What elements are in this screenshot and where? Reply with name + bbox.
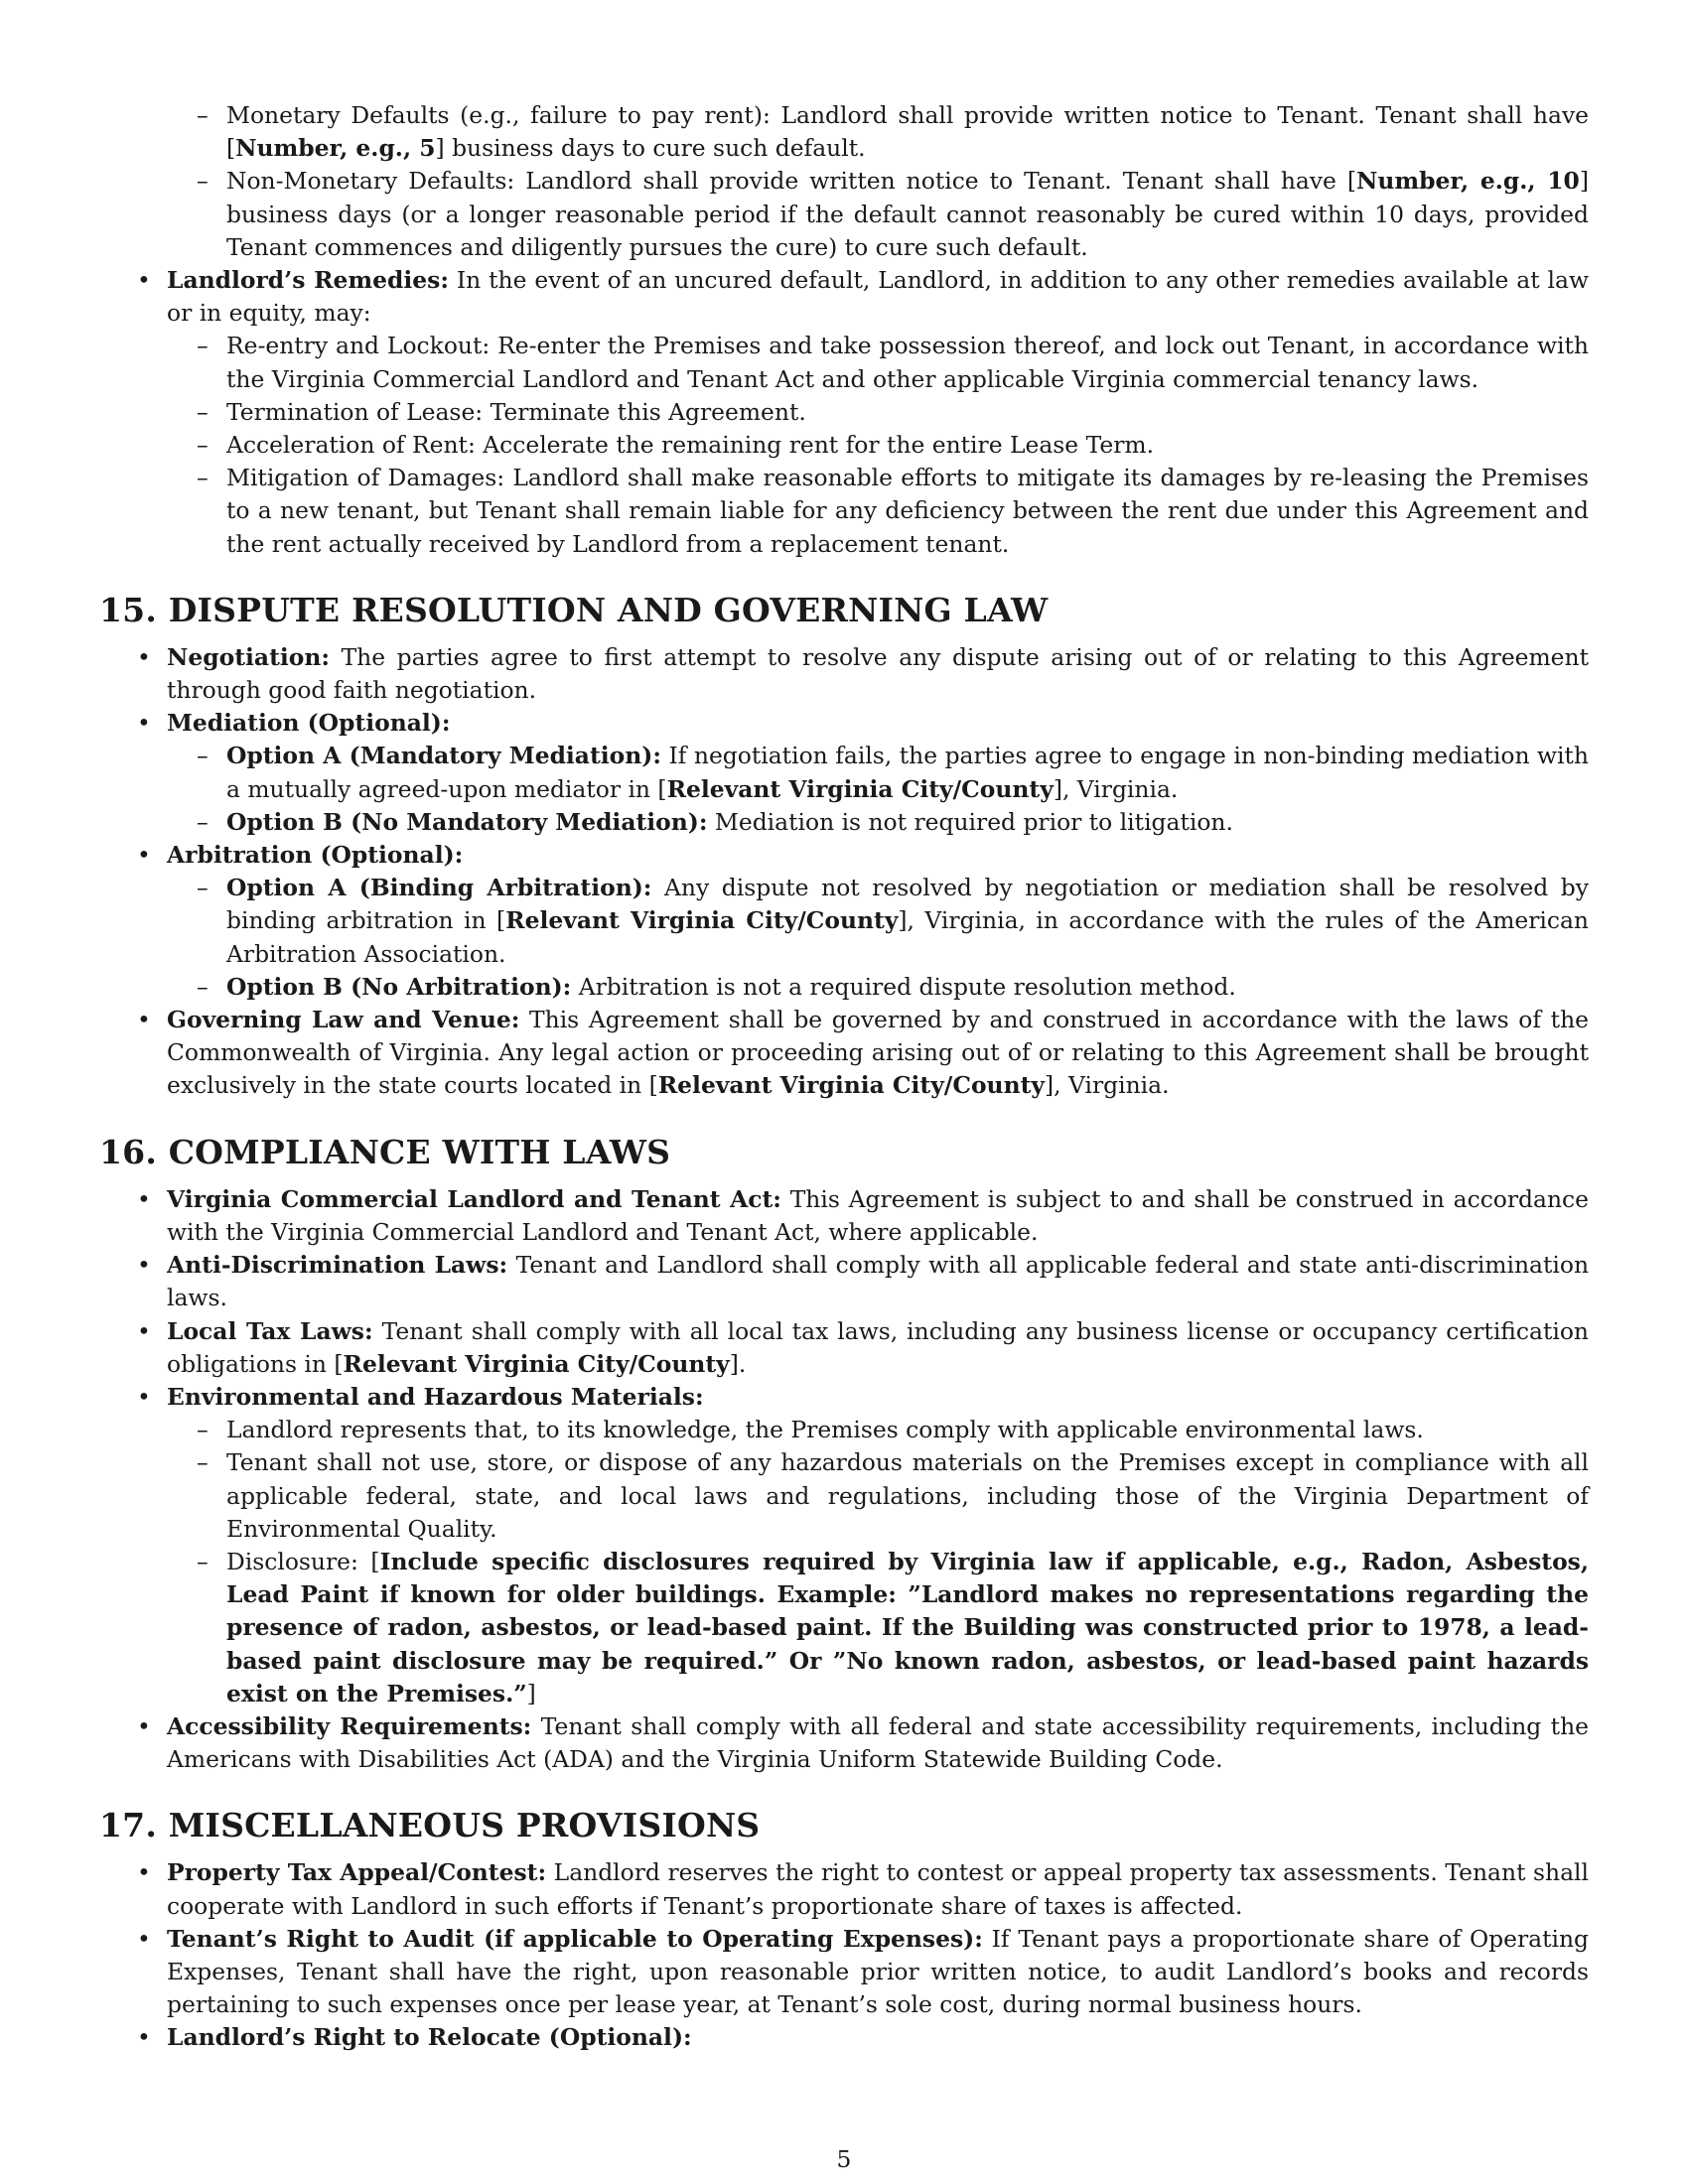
section-16-list bbox=[99, 1183, 1589, 1414]
landlord-remedies-item: • Landlord’s Remedies: In the event of an uncured default, Landlord, in addition to any other remedies available at law or in equity, may: bbox=[99, 264, 1589, 330]
list-item: – Option A (Mandatory Mediation): If negotiation fails, the parties agree to engage in non-binding mediation with a mutually agreed-upon mediator in [Relevant Virginia City/County], Virginia. bbox=[99, 740, 1589, 805]
section-15-list-b bbox=[99, 839, 1589, 872]
list-item: – Non-Monetary Defaults: Landlord shall provide written notice to Tenant. Tenant shall have [Number, e.g., 10] business days (or a longer reasonable period if the default cannot reasonably be cured within 10 days, provided Tenant commences and diligently pursues the cure) to cure such default. bbox=[99, 165, 1589, 264]
governing-law-item: • Governing Law and Venue: This Agreement shall be governed by and construed in accordance with the laws of the Commonwealth of Virginia. Any legal action or proceeding arising out of or relating to this Agreement shall be brought exclusively in the state courts located in [Relevant Virginia City/County], Virginia. bbox=[99, 1004, 1589, 1103]
section-heading: 15. DISPUTE RESOLUTION AND GOVERNING LAW bbox=[99, 590, 1049, 629]
local-tax-item: • Local Tax Laws: Tenant shall comply with all local tax laws, including any business license or occupancy certification obligations in [Relevant Virginia City/County]. bbox=[99, 1315, 1589, 1381]
list-item: – Landlord represents that, to its knowledge, the Premises comply with applicable environmental laws. bbox=[99, 1414, 1589, 1446]
environmental-item: • Environmental and Hazardous Materials: bbox=[99, 1381, 1589, 1414]
remedies-sublist bbox=[99, 330, 1589, 560]
list-item: – Monetary Defaults (e.g., failure to pay rent): Landlord shall provide written notice to Tenant. Tenant shall have [Number, e.g., 5] business days to cure such default. bbox=[99, 99, 1589, 165]
list-item: – Option B (No Arbitration): Arbitration is not a required dispute resolution method. bbox=[99, 971, 1589, 1004]
arbitration-options bbox=[99, 872, 1589, 1004]
list-item: – Re-entry and Lockout: Re-enter the Premises and take possession thereof, and lock out Tenant, in accordance with the Virginia Commercial Landlord and Tenant Act and other applicable Virginia commercial tenancy laws. bbox=[99, 330, 1589, 395]
section-15-list-c bbox=[99, 1004, 1589, 1103]
list-item: – Tenant shall not use, store, or dispose of any hazardous materials on the Premises except in compliance with all applicable federal, state, and local laws and regulations, including those of the Virginia Department of Environmental Quality. bbox=[99, 1446, 1589, 1546]
environmental-sublist bbox=[99, 1414, 1589, 1710]
vclta-item: • Virginia Commercial Landlord and Tenant Act: This Agreement is subject to and shall be construed in accordance with the Virginia Commercial Landlord and Tenant Act, where applicable. bbox=[99, 1183, 1589, 1249]
negotiation-item: • Negotiation: The parties agree to first attempt to resolve any dispute arising out of or relating to this Agreement through good faith negotiation. bbox=[99, 641, 1589, 707]
accessibility-item: • Accessibility Requirements: Tenant shall comply with all federal and state accessibility requirements, including the Americans with Disabilities Act (ADA) and the Virginia Uniform Statewide Building Code. bbox=[99, 1710, 1589, 1776]
section-15-list bbox=[99, 641, 1589, 741]
list-item: – Option A (Binding Arbitration): Any dispute not resolved by negotiation or mediation shall be resolved by binding arbitration in [Relevant Virginia City/County], Virginia, in accordance with the rules of the American Arbitration Association. bbox=[99, 872, 1589, 971]
remedies-list bbox=[99, 264, 1589, 330]
section-heading: 16. COMPLIANCE WITH LAWS bbox=[99, 1132, 671, 1171]
mediation-item: • Mediation (Optional): bbox=[99, 707, 1589, 740]
anti-discrimination-item: • Anti-Discrimination Laws: Tenant and Landlord shall comply with all applicable federal and state anti-discrimination laws. bbox=[99, 1249, 1589, 1314]
section-17-list bbox=[99, 1856, 1589, 2054]
list-item: – Option B (No Mandatory Mediation): Mediation is not required prior to litigation. bbox=[99, 806, 1589, 839]
list-item: – Mitigation of Damages: Landlord shall make reasonable efforts to mitigate its damages by re-leasing the Premises to a new tenant, but Tenant shall remain liable for any deficiency between the rent due under this Agreement and the rent actually received by Landlord from a replacement tenant. bbox=[99, 462, 1589, 561]
relocate-item: • Landlord’s Right to Relocate (Optional): bbox=[99, 2021, 1589, 2054]
audit-item: • Tenant’s Right to Audit (if applicable to Operating Expenses): If Tenant pays a proportionate share of Operating Expenses, Tenant shall have the right, upon reasonable prior written notice, to audit Landlord’s books and records pertaining to such expenses once per lease year, at Tenant’s sole cost, during normal business hours. bbox=[99, 1923, 1589, 2022]
tax-appeal-item: • Property Tax Appeal/Contest: Landlord reserves the right to contest or appeal property tax assessments. Tenant shall cooperate with Landlord in such efforts if Tenant’s proportionate share of taxes is affected. bbox=[99, 1856, 1589, 1922]
section-heading: 17. MISCELLANEOUS PROVISIONS bbox=[99, 1806, 761, 1845]
page-number: 5 bbox=[836, 2145, 852, 2173]
section-16-list-b bbox=[99, 1710, 1589, 1776]
disclosure-item: – Disclosure: [Include specific disclosures required by Virginia law if applicable, e.g., Radon, Asbestos, Lead Paint if known for older buildings. Example: ”Landlord makes no representations regarding the presence of radon, asbestos, or lead-based paint. If the Building was constructed prior to 1978, a lead-based paint disclosure may be required.” Or ”No known radon, asbestos, or lead-based paint hazards exist on the Premises.”] bbox=[99, 1546, 1589, 1710]
page-content bbox=[99, 99, 1589, 2055]
arbitration-item: • Arbitration (Optional): bbox=[99, 839, 1589, 872]
list-item: – Acceleration of Rent: Accelerate the remaining rent for the entire Lease Term. bbox=[99, 429, 1589, 462]
mediation-options bbox=[99, 740, 1589, 839]
list-item: – Termination of Lease: Terminate this Agreement. bbox=[99, 396, 1589, 429]
cure-period-list bbox=[99, 99, 1589, 264]
